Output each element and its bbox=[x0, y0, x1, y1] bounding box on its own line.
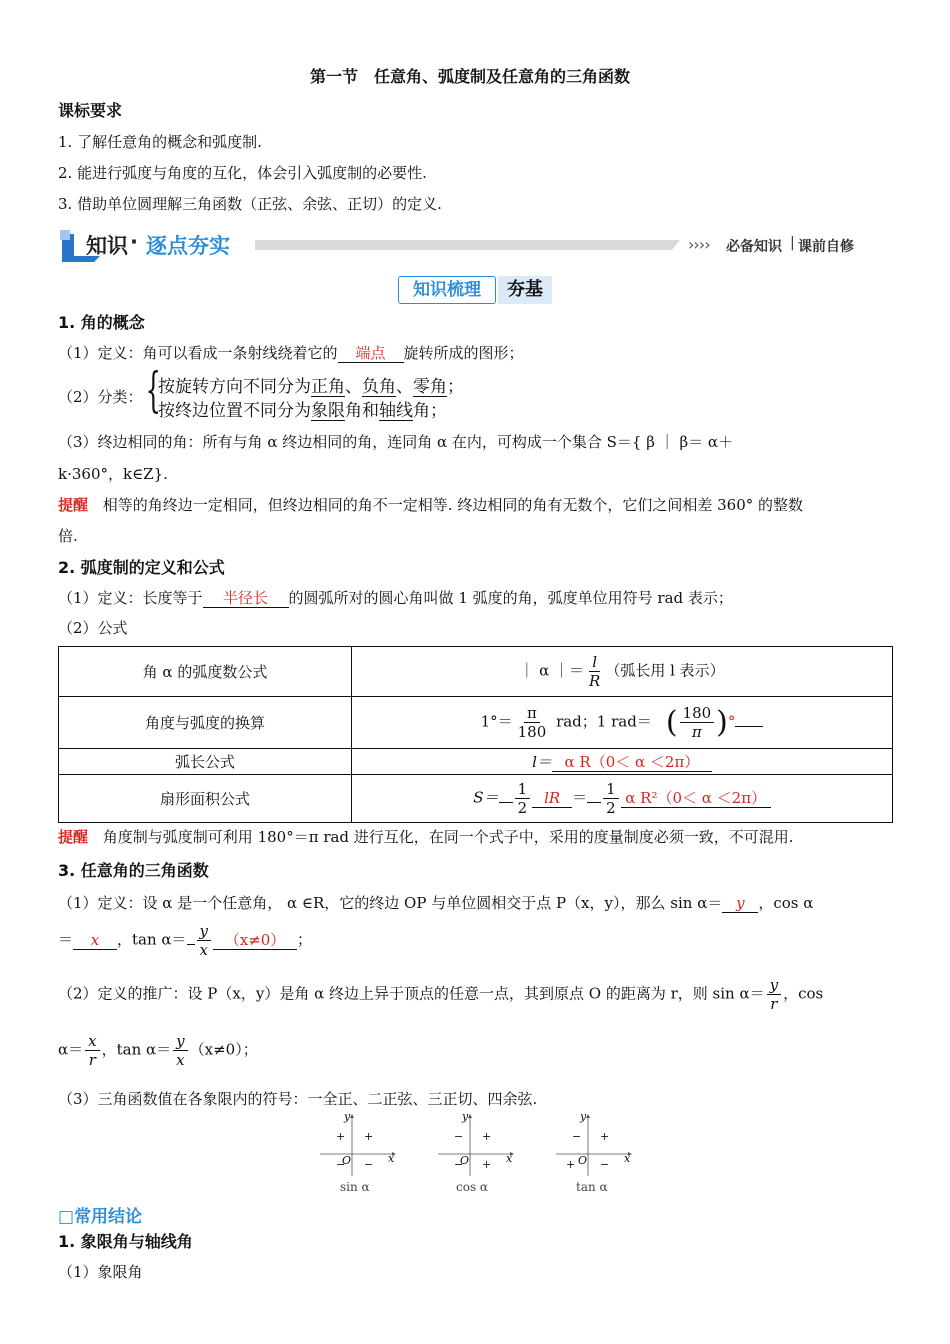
banner-sub: 逐点夯实 bbox=[146, 234, 230, 258]
classification-label: （2）分类： bbox=[58, 388, 143, 406]
section-title: . 角的概念 bbox=[69, 313, 145, 332]
badge bbox=[398, 276, 554, 304]
row-name: 弧长公式 bbox=[59, 749, 352, 775]
checkbox-icon: □ bbox=[58, 1207, 75, 1227]
row-name: 角 α 的弧度数公式 bbox=[59, 647, 352, 697]
answer-underline: 象限 bbox=[311, 401, 345, 421]
quadrant-diagrams bbox=[318, 1112, 638, 1196]
trig-generalization-line-2: α＝ $\frac{x}{r}$ ，tan α＝ $\frac{y}{x}$ （x≠0）； bbox=[58, 1032, 258, 1069]
badge-label: 知识梳理 bbox=[398, 276, 496, 304]
banner-rule bbox=[255, 240, 680, 250]
diagram-caption: tan α bbox=[576, 1180, 608, 1194]
answer-blank: α R（0＜ α ＜2π） bbox=[552, 754, 712, 772]
banner-corner-accent bbox=[60, 230, 70, 240]
row-formula: ｜ α ｜＝ $\frac{l}{R}$ （弧长用 l 表示） bbox=[352, 647, 893, 697]
badge-text: 夯基 bbox=[498, 276, 552, 304]
trig-definition-line-1: （1）定义：设 α 是一个任意角， α ∈R，它的终边 OP 与单位圆相交于点 P（x，y），那么 sin α＝ y ，cos α bbox=[58, 894, 814, 912]
common-conclusions-heading: □常用结论 bbox=[58, 1207, 143, 1227]
quadrant-diagram: y x O − + + − tan α bbox=[554, 1112, 634, 1196]
requirement-item: 3. 借助单位圆理解三角函数（正弦、余弦、正切）的定义. bbox=[58, 195, 442, 213]
answer-blank: x bbox=[73, 932, 117, 950]
sign-rule: （3）三角函数值在各象限内的符号：一全正、二正弦、三正切、四余弦. bbox=[58, 1090, 538, 1108]
requirement-item: 2. 能进行弧度与角度的互化，体会引入弧度制的必要性. bbox=[58, 164, 427, 182]
angle-definition: （1）定义：角可以看成一条射线绕着它的 端点 旋转所成的图形； bbox=[58, 344, 524, 362]
tip-label: 提醒 bbox=[58, 828, 89, 846]
banner-right-1: 必备知识 bbox=[726, 239, 782, 255]
tip-1-cont: 倍. bbox=[58, 527, 78, 545]
answer-underline: 零角 bbox=[413, 377, 447, 397]
axes-icon bbox=[318, 1112, 398, 1182]
classification-line-2: 按终边位置不同分为象限角和轴线角； bbox=[158, 401, 447, 421]
trig-generalization-line-1: （2）定义的推广：设 P（x，y）是角 α 终边上异于顶点的任意一点，其到原点 O 的距离为 r，则 sin α＝ $\frac{y}{r}$ ，cos bbox=[58, 976, 824, 1013]
requirement-item: 1. 了解任意角的概念和弧度制. bbox=[58, 133, 262, 151]
classification-line-1: 按旋转方向不同分为正角、负角、零角； bbox=[158, 377, 464, 397]
answer-blank: lR bbox=[532, 790, 572, 808]
tip-label: 提醒 bbox=[58, 496, 89, 514]
formula-label: （2）公式 bbox=[58, 619, 128, 637]
common-sub-heading: 1. 象限角与轴线角 bbox=[58, 1232, 193, 1251]
answer-underline: 负角 bbox=[362, 377, 396, 397]
coterminal-line-2: k·360°，k∈Z}. bbox=[58, 465, 168, 483]
quadrant-diagram: y x O + + − − sin α bbox=[318, 1112, 398, 1196]
radian-definition: （1）定义：长度等于 半径长 的圆弧所对的圆心角叫做 1 弧度的角，弧度单位用符号 rad 表示； bbox=[58, 589, 733, 607]
banner-sep: | bbox=[790, 235, 795, 251]
table-row bbox=[59, 647, 893, 697]
answer-blank: （x≠0） bbox=[213, 932, 297, 950]
banner-arrows: ›››› bbox=[688, 235, 710, 254]
quadrant-diagram: y x O − + − + cos α bbox=[436, 1112, 516, 1196]
trig-definition-line-2: ＝ x ，tan α＝ $\frac{y}{x}$ （x≠0） ； bbox=[58, 922, 313, 959]
answer-underline: 正角 bbox=[311, 377, 345, 397]
diagram-caption: cos α bbox=[456, 1180, 489, 1194]
section-banner bbox=[60, 228, 860, 260]
row-formula: l＝ α R（0＜ α ＜2π） bbox=[352, 749, 893, 775]
formula-table bbox=[58, 646, 893, 823]
answer-blank: α R²（0＜ α ＜2π） bbox=[621, 790, 771, 808]
coterminal-line-1: （3）终边相同的角：所有与角 α 终边相同的角，连同角 α 在内，可构成一个集合 S＝{ β ｜ β＝ α＋ bbox=[58, 433, 734, 451]
answer-blank: y bbox=[722, 895, 758, 913]
banner-dot: · bbox=[130, 230, 138, 254]
axes-icon bbox=[554, 1112, 634, 1182]
section-2-heading: 2. 弧度制的定义和公式 bbox=[58, 558, 225, 577]
axes-icon bbox=[436, 1112, 516, 1182]
common-item: （1）象限角 bbox=[58, 1263, 143, 1281]
answer-blank: 半径长 bbox=[203, 590, 289, 608]
left-brace: { bbox=[145, 362, 161, 418]
section-1-heading bbox=[58, 310, 145, 333]
row-formula: S＝ $\frac{1}{2}$ lR ＝ $\frac{1}{2}$ α R²（0＜ α ＜2π） bbox=[352, 775, 893, 823]
page-title: 第一节 任意角、弧度制及任意角的三角函数 bbox=[310, 67, 631, 86]
table-row bbox=[59, 749, 893, 775]
banner-main: 知识 bbox=[86, 234, 128, 258]
requirements-heading: 课标要求 bbox=[58, 101, 123, 120]
row-formula: 1°＝ $\frac{\pi}{180}$ rad；1 rad＝ ( $\frac{180}{\pi}$ )° bbox=[352, 697, 893, 749]
answer-underline: 轴线 bbox=[379, 401, 413, 421]
section-number: 1 bbox=[58, 313, 70, 332]
diagram-caption: sin α bbox=[340, 1180, 370, 1194]
banner-right-2: 课前自修 bbox=[798, 239, 854, 255]
row-name: 角度与弧度的换算 bbox=[59, 697, 352, 749]
section-3-heading: 3. 任意角的三角函数 bbox=[58, 861, 209, 880]
answer-blank: 端点 bbox=[338, 345, 404, 363]
table-row bbox=[59, 775, 893, 823]
tip-1: 提醒 相等的角终边一定相同，但终边相同的角不一定相等. 终边相同的角有无数个，它们之间相差 360° 的整数 bbox=[58, 496, 804, 514]
row-name: 扇形面积公式 bbox=[59, 775, 352, 823]
tip-2: 提醒 角度制与弧度制可利用 180°＝π rad 进行互化，在同一个式子中，采用的度量制度必须一致，不可混用. bbox=[58, 828, 794, 846]
table-row bbox=[59, 697, 893, 749]
